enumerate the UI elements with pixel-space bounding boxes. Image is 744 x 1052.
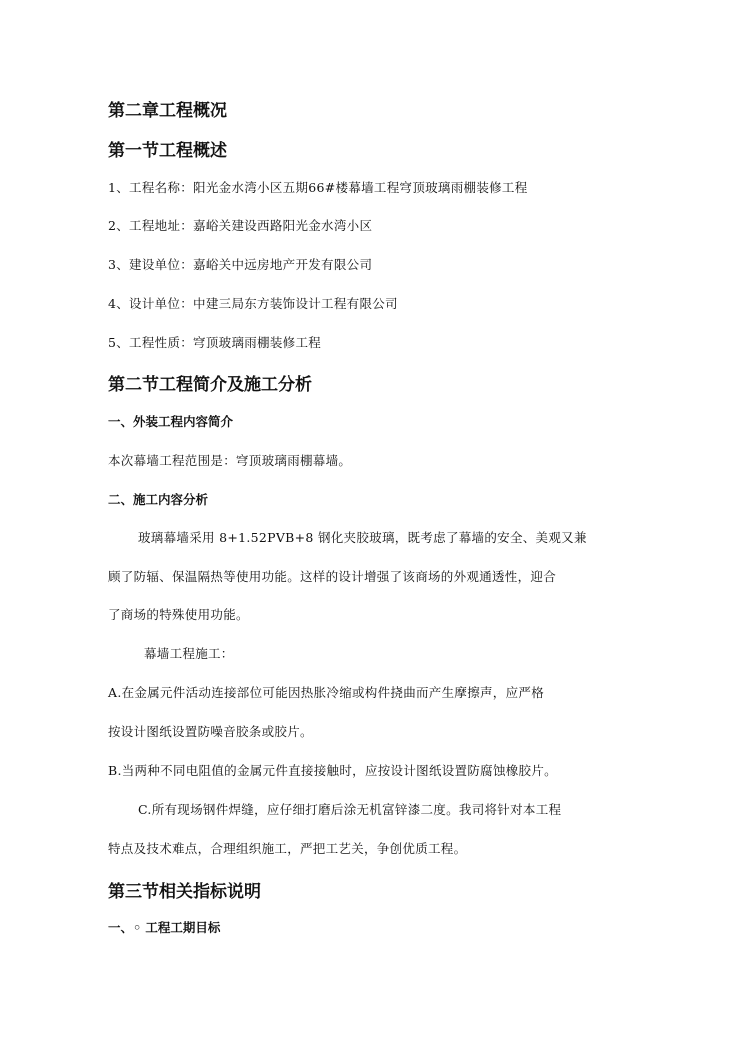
overview-item-address: 2、工程地址：嘉峪关建设西路阳光金水湾小区	[108, 218, 373, 233]
overview-item-name: 1、工程名称：阳光金水湾小区五期66#楼幕墙工程穹顶玻璃雨棚装修工程	[108, 180, 528, 195]
subsection-2-title: 二、施工内容分析	[108, 492, 209, 507]
overview-item-owner: 3、建设单位：嘉峪关中远房地产开发有限公司	[108, 257, 373, 272]
construction-label: 幕墙工程施工：	[144, 646, 234, 661]
analysis-line-1: 玻璃幕墙采用 8+1.52PVB+8 钢化夹胶玻璃，既考虑了幕墙的安全、美观又兼	[138, 530, 587, 545]
section-3-title: 第三节相关指标说明	[108, 882, 261, 902]
subsection-1-text: 本次幕墙工程范围是：穹顶玻璃雨棚幕墙。	[108, 453, 352, 468]
item-c-line-2: 特点及技术难点，合理组织施工，严把工艺关，争创优质工程。	[108, 841, 467, 856]
item-a-line-1: A.在金属元件活动连接部位可能因热胀冷缩或构件挠曲而产生摩擦声，应严格	[108, 685, 545, 700]
section-2-title: 第二节工程简介及施工分析	[108, 375, 312, 395]
chapter-title: 第二章工程概况	[108, 101, 227, 121]
subsection-3-title: 一、◦ 工程工期目标	[108, 920, 221, 935]
overview-item-nature: 5、工程性质：穹顶玻璃雨棚装修工程	[108, 335, 322, 350]
item-b: B.当两种不同电阻值的金属元件直接接触时，应按设计图纸设置防腐蚀橡胶片。	[108, 763, 557, 778]
analysis-line-3: 了商场的特殊使用功能。	[108, 607, 249, 622]
analysis-line-2: 顾了防辐、保温隔热等使用功能。这样的设计增强了该商场的外观通透性，迎合	[108, 569, 557, 584]
section-1-title: 第一节工程概述	[108, 141, 227, 161]
overview-item-designer: 4、设计单位：中建三局东方装饰设计工程有限公司	[108, 296, 398, 311]
subsection-1-title: 一、外装工程内容简介	[108, 414, 234, 429]
item-a-line-2: 按设计图纸设置防噪音胶条或胶片。	[108, 724, 313, 739]
item-c-line-1: C.所有现场钢件焊缝，应仔细打磨后涂无机富锌漆二度。我司将针对本工程	[138, 802, 562, 817]
